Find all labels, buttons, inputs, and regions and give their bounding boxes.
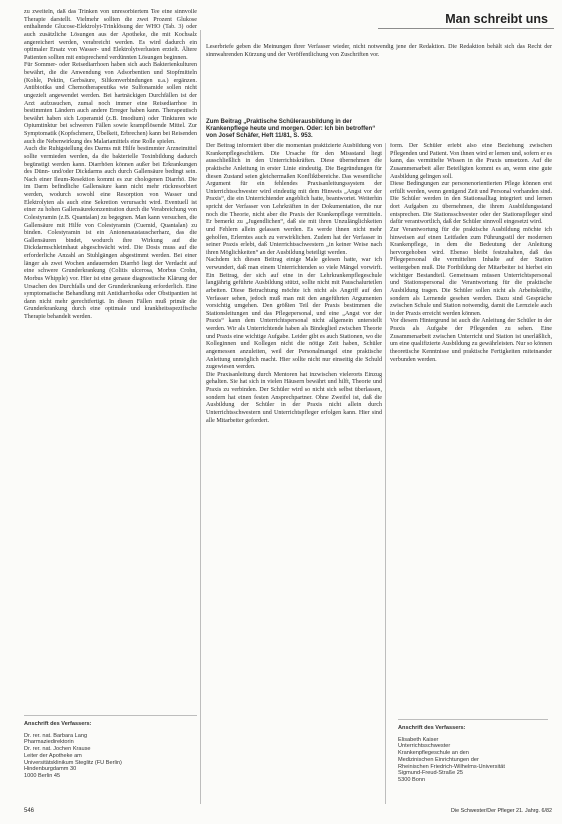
right-paragraph: Diese Bedingungen zur personenorientierten Pflege können erst erfüllt werden, wenn genügend Zeit und Personal vorhanden sind. Die Schüler werden in den Stationsalltag integriert und lernen dort Aufgaben zu übernehmen, die ihrem Ausbildungsstand entsprechen. Die Stationsschwester oder der Stationspfleger sind dafür verantwortlich, daß der Schüler sinnvoll eingesetzt wird. bbox=[390, 181, 552, 226]
right-paragraph: Zur Verantwortung für die praktische Ausbildung möchte ich hinweisen auf einen Leitfaden zum Führungsstil der modernen Krankenpflege, in dem die Bedeutung der Anleitung hervorgehoben wird. Ebenso bleibt festzuhalten, daß das Pflegepersonal die vermittelten Inhalte auf der Station weitergeben muß. Die Fortbildung der Mitarbeiter ist hierbei ein wichtiger Bestandteil. Gemeinsam müssen Unterrichtspersonal und Stationspersonal die Verantwortung für die praktische Ausbildung tragen. Die Schüler sollen nicht als Arbeitskräfte, sondern als Lernende gesehen werden. Dazu sind Gespräche zwischen Schule und Station notwendig, damit die Lernziele auch in der Praxis erreicht werden können. bbox=[390, 226, 552, 317]
left-paragraph: zu zweiteln, daß das Trinken von unresorbiertem Tee eine sinnvolle Therapie darstellt. Vielmehr sollten die zwei Prozent Glukose enthaltende Glucose-Elektrolyt-Trinklösung der WHO (Tab. 3) oder auch zusätzliche Lösungen aus der Apotheke, die mit Kochsalz angereichert werden, verabreicht werden. Es wird dadurch ein optimaler Ersatz von Wasser- und Elektrolytverlusten erzielt. Ältere Patienten sollten mit entsprechend verdünnten Lösungen beginnen. bbox=[24, 9, 197, 61]
left-author-rule bbox=[24, 715, 197, 716]
address-line: Unterrichtsschwester bbox=[398, 743, 451, 750]
middle-letter-column bbox=[206, 143, 382, 812]
address-line: Dr. rer. nat. Barbara Lang bbox=[24, 732, 88, 739]
address-line: Pharmaziedirektorin bbox=[24, 739, 74, 746]
left-author-address bbox=[24, 721, 197, 780]
left-author-heading: Anschrift des Verfassers: bbox=[24, 721, 92, 727]
address-line: Leiter der Apotheke am bbox=[24, 752, 82, 759]
column-divider bbox=[385, 143, 386, 804]
middle-paragraph: Nachdem ich diesen Beitrag einige Male gelesen hatte, war ich verwundert, daß man einem Unterrichtenden so viele Mängel vorwirft. Ein Beitrag, der sich auf eine in der Lehrkrankenpflegeschule langjährig geführte Ausbildung stützt, sollte nicht mit Pauschalurteilen arbeiten. Diese Betrachtung möchte ich nicht als Angriff auf den Verfasser sehen, jedoch muß man mit den angeführten Argumenten vorsichtig umgehen. Den größten Teil der Praxis bestimmen die Stationsleitungen und das Pflegepersonal, und eine „Angst vor der Praxis“ kann dem Unterrichtspersonal nicht allgemein unterstellt werden. Wir als Unterrichtende haben als Bindeglied zwischen Theorie und Praxis eine wichtige Aufgabe. Leider gibt es auch Stationen, wo die Kolleginnen und Kollegen nicht die nötige Zeit haben, Schüler angemessen anzuleiten, weil der Personalmangel eine praktische Anleitung unmöglich macht. Hier sollte nicht nur einseitig die Schuld zugewiesen werden. bbox=[206, 257, 382, 371]
column-divider bbox=[200, 30, 201, 804]
letter-reference-title: Zum Beitrag „Praktische Schülerausbildung in der Krankenpflege heute und morgen. Oder: Ich bin betroffen“ von Josef Schäfer, Heft 11/81, S. 953. bbox=[206, 118, 376, 140]
page-title: Man schreibt uns bbox=[445, 12, 548, 26]
address-line: Rheinischen Friedrich-Wilhelms-Universität bbox=[398, 763, 505, 770]
address-line: 1000 Berlin 45 bbox=[24, 772, 61, 779]
address-line: Sigmund-Freud-Straße 25 bbox=[398, 770, 463, 777]
page-number: 546 bbox=[24, 808, 35, 814]
right-letter-column bbox=[390, 143, 552, 775]
middle-paragraph: Die Praxisanleitung durch Mentoren hat inzwischen vielerorts Einzug gehalten. Sie hat sich in vielen Häusern bewährt und hilft, Theorie und Praxis zu verbinden. Der Schüler wird so nicht sich selbst überlassen, sondern hat einen festen Ansprechpartner. Ohne Zweifel ist, daß die Ausbildung der Schüler in der Praxis nicht allein durch Unterrichtsschwestern und Unterrichtspfleger erfolgen kann. Hier sind alle Mitarbeiter gefordert. bbox=[206, 371, 382, 424]
address-line: Dr. rer. nat. Jochen Krause bbox=[24, 746, 91, 753]
right-paragraph: Vor diesem Hintergrund ist auch die Anleitung der Schüler in der Praxis als Aufgabe der Pflegenden zu sehen. Eine Zusammenarbeit zwischen Unterricht und Station ist unerläßlich, um eine qualifizierte Ausbildung zu gewährleisten. Nur so können theoretische Kenntnisse und praktische Fertigkeiten miteinander verbunden werden. bbox=[390, 318, 552, 363]
intro-note: Leserbriefe geben die Meinungen ihrer Verfasser wieder, nicht notwendig jene der Redaktion. Die Redaktion behält sich das Recht der sinnwahrenden Kürzung und der Veröffentlichung von Zuschriften vor. bbox=[206, 44, 552, 58]
address-line: Krankenpflegeschule an den bbox=[398, 750, 469, 757]
address-line: 5300 Bonn bbox=[398, 776, 426, 783]
middle-paragraph: Der Beitrag informiert über die momentan praktizierte Ausbildung von Krankenpflegeschülern. Die Ursache für den Missstand liegt ausschließlich in den Unterrichtskräften. Diese übernehmen die praktische Anleitung in erster Linie eindeutig. Die Begründungen für diesen Zustand seien gleichermaßen Konfliktbereiche. Das wesentliche Argument für ein fehlendes Praxisanleitungssystem der Unterrichtsschwester wird eindeutig mit dem Hinweis „Angst vor der Praxis“, die ein Unterrichtender angeblich hatte, beantwortet. Weiterhin spricht der Verfasser von Lehrkräften in der Dokumentation, die nur noch die Theorie, nicht aber die Praxis der Krankenpflege vermitteln. Er bemerkt zu „Jugendlichen“, daß sie mit ihren Unzulänglichkeiten und Fehlern allein gelassen werden. Es werde ihnen nicht mehr geholfen, Erlerntes auch zu verwirklichen. Zudem hat der Verfasser in seiner Praxis erlebt, daß Unterrichtsschwestern „in keiner Weise nach ihren Möglichkeiten“ an der Ausbildung beteiligt werden. bbox=[206, 143, 382, 256]
right-author-heading: Anschrift des Verfassers: bbox=[398, 725, 466, 731]
header-rule bbox=[378, 28, 554, 29]
address-line: Hindenburgdamm 30 bbox=[24, 766, 77, 773]
right-paragraph: form. Der Schüler erlebt also eine Beziehung zwischen Pflegenden und Patient. Von ihnen wird er lernen und, sofern er es kann, das vermittelte Wissen in die Praxis umsetzen. Auf die Zusammenarbeit aller Beteiligten kommt es an, wenn eine gute Ausbildung gelingen soll. bbox=[390, 143, 552, 180]
left-paragraph: Für Sommer- oder Reisediarrhoen haben sich auch Bakterienkulturen bewährt, die die Anwendung von Adsorbentien und Stopfmitteln (Kohle, Pektin, Gerbsäure, Silikonverbindungen u.a.) ergänzen. Antibiotika und Chemotherapeutika wie Sulfonamide sollen nicht ungezielt angewendet werden. Bei hartnäckigen Durchfällen ist der Arzt aufzusuchen, zumal noch immer eine Reisediarrhoe in bestimmten Ländern auch andere Erreger haben kann. Therapeutisch bewährt haben sich Loperamid (z.B. Imodium) oder Tinkturen wie Opiumtinktur bei schweren Fällen sowie krampflösende Mittel. Zur Symptomatik (Kopfschmerz, Übelkeit, Erbrechen) kann bei Reisenden auch die Nebenwirkung des Malariamittels eine Rolle spielen. bbox=[24, 62, 197, 145]
left-article-column bbox=[24, 9, 197, 695]
address-line: Medizinischen Einrichtungen der bbox=[398, 756, 479, 763]
address-line: Elisabeth Kaiser bbox=[398, 736, 439, 743]
journal-footer: Die Schwester/Der Pfleger 21. Jahrg. 6/82 bbox=[451, 808, 552, 814]
right-author-address bbox=[398, 725, 548, 784]
left-paragraph: Auch die Ruhigstellung des Darms mit Hilfe bestimmter Arzneimittel sollte vermieden werden, da die bakterielle Toxinbildung dadurch begünstigt werden kann. Diarrhöen können außer bei Erkrankungen des Dünn- und/oder Dickdarms auch durch Gallensäure bedingt sein. Nach einer Ileum-Resektion kommt es zur chologenen Diarrhö. Die im Darm befindliche Gallensäure kann nicht mehr rückresorbiert werden, wodurch sowohl eine Resorption von Wasser und Elektrolyten als auch eine Sekretion verursacht wird. Eventuell ist einer zu hohen Gallensäurekonzentration durch die Verabreichung von Colestyramin (z.B. Quantalan) zu begegnen. Man kann versuchen, die Gallensäure mit Hilfe von Colestyramin (Cuemid, Quantalan) zu binden. Colestyramin ist ein Anionenaustauscherharz, das die Gallensäuren bindet, wodurch ihre Wirkung auf die Dickdarmschleimhaut abgeschwächt wird. Die Dosis muss auf die erforderliche Anzahl an Stuhlgängen abgestimmt werden. Bei einer länger als zwei Wochen andauernden Diarrhö liegt der Verdacht auf eine schwere Grunderkrankung (Colitis ulcerosa, Morbus Crohn, Morbus Whipple) vor. Hier ist eine genaue diagnostische Klärung der Ursachen des Durchfalls und der Grunderkrankung erforderlich. Eine symptomatische Behandlung mit Antidiarrhoika oder Obstipantien ist dann nicht mehr gerechtfertigt. In diesen Fällen muß primär die Grunderkrankung durch eine optimale und krankheitsspezifische Therapie behandelt werden. bbox=[24, 146, 197, 320]
address-line: Universitätsklinikum Steglitz (FU Berlin) bbox=[24, 759, 122, 766]
